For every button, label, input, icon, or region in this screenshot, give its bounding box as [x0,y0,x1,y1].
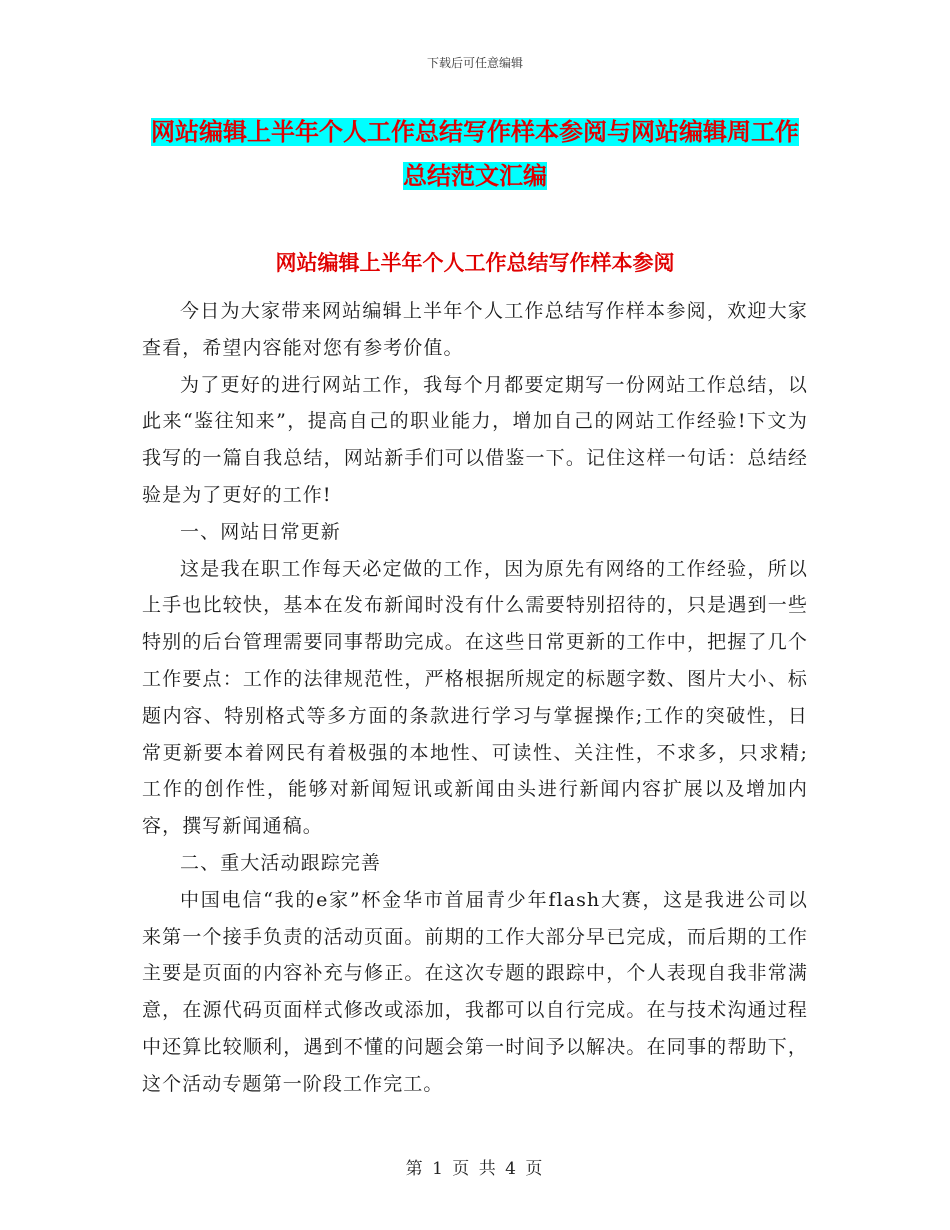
heading-daily-updates: 一、网站日常更新 [180,520,341,543]
paragraph-daily-updates: 这是我在职工作每天必定做的工作，因为原先有网络的工作经验，所以上手也比较快，基本在发布新闻时没有什么需要特别招待的，只是遇到一些特别的后台管理需要同事帮助完成。在这些日常更新的工作中，把握了几个工作要点：工作的法律规范性，严格根据所规定的标题字数、图片大小、标题内容、特别格式等多方面的条款进行学习与掌握操作;工作的突破性，日常更新要本着网民有着极强的本地性、可读性、关注性，不求多，只求精;工作的创作性，能够对新闻短讯或新闻由头进行新闻内容扩展以及增加内容，撰写新闻通稿。 [142,557,808,838]
document-title-text: 网站编辑上半年个人工作总结写作样本参阅与网站编辑周工作总结范文汇编 [151,118,799,190]
paragraph-major-events: 中国电信“我的e家”杯金华市首届青少年flash大赛，这是我进公司以来第一个接手负责的活动页面。前期的工作大部分早已完成，而后期的工作主要是页面的内容补充与修正。在这次专题的跟踪中，个人表现自我非常满意，在源代码页面样式修改或添加，我都可以自行完成。在与技术沟通过程中还算比较顺利，遇到不懂的问题会第一时间予以解决。在同事的帮助下，这个活动专题第一阶段工作完工。 [142,888,808,1095]
section-title: 网站编辑上半年个人工作总结写作样本参阅 [275,251,675,275]
document-body [142,293,808,1103]
paragraph-intro: 今日为大家带来网站编辑上半年个人工作总结写作样本参阅，欢迎大家查看，希望内容能对您有参考价值。 [142,300,808,359]
page-number: 第 1 页 共 4 页 [405,1159,545,1179]
paragraph-purpose: 为了更好的进行网站工作，我每个月都要定期写一份网站工作总结，以此来“鉴往知来”，提高自己的职业能力，增加自己的网站工作经验!下文为我写的一篇自我总结，网站新手们可以借鉴一下。记住这样一句话：总结经验是为了更好的工作! [142,373,808,506]
document-title [140,110,810,198]
page-header-note: 下载后可任意编辑 [426,56,523,70]
heading-major-events: 二、重大活动跟踪完善 [180,851,382,874]
